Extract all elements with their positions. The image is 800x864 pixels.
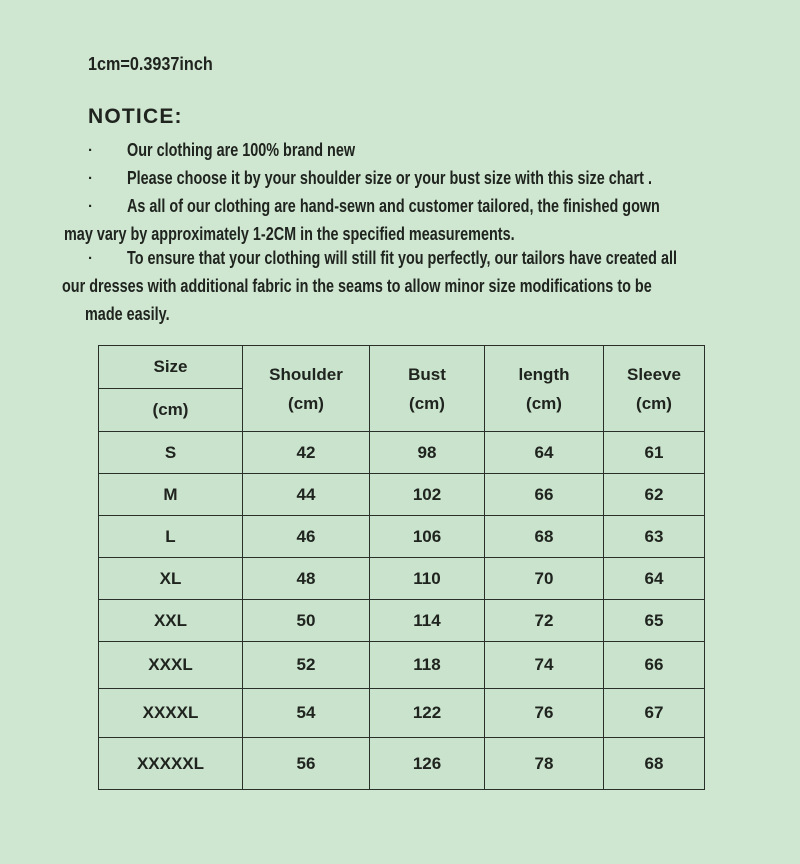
value-cell: 50 bbox=[243, 600, 370, 642]
table-row bbox=[99, 516, 705, 558]
value-cell: 67 bbox=[604, 689, 705, 738]
notice-item-continuation bbox=[64, 223, 627, 245]
value-cell: 48 bbox=[243, 558, 370, 600]
header-label: length bbox=[518, 364, 570, 384]
notice-title: NOTICE: bbox=[88, 105, 183, 128]
header-unit: (cm) bbox=[526, 393, 562, 413]
value-cell: 54 bbox=[243, 689, 370, 738]
size-cell: XXXXXL bbox=[99, 738, 243, 790]
table-row bbox=[99, 600, 705, 642]
table-row bbox=[99, 689, 705, 738]
header-bust bbox=[370, 346, 485, 432]
size-cell: S bbox=[99, 432, 243, 474]
notice-item-text: our dresses with additional fabric in the seams to allow minor size modifications to be bbox=[62, 276, 652, 296]
value-cell: 68 bbox=[604, 738, 705, 790]
size-table-body bbox=[99, 432, 705, 790]
value-cell: 110 bbox=[370, 558, 485, 600]
table-row bbox=[99, 642, 705, 689]
size-cell: M bbox=[99, 474, 243, 516]
value-cell: 65 bbox=[604, 600, 705, 642]
value-cell: 64 bbox=[485, 432, 604, 474]
bullet-dot-icon: · bbox=[88, 170, 93, 187]
table-row bbox=[99, 558, 705, 600]
value-cell: 70 bbox=[485, 558, 604, 600]
notice-item-text: As all of our clothing are hand-sewn and customer tailored, the finished gown bbox=[127, 196, 660, 216]
value-cell: 61 bbox=[604, 432, 705, 474]
table-row bbox=[99, 738, 705, 790]
header-unit: (cm) bbox=[636, 393, 672, 413]
value-cell: 72 bbox=[485, 600, 604, 642]
size-cell: XXL bbox=[99, 600, 243, 642]
value-cell: 66 bbox=[485, 474, 604, 516]
header-length bbox=[485, 346, 604, 432]
notice-item-text: To ensure that your clothing will still fit you perfectly, our tailors have created all bbox=[127, 248, 677, 268]
value-cell: 102 bbox=[370, 474, 485, 516]
notice-item-text: may vary by approximately 1-2CM in the specified measurements. bbox=[64, 224, 515, 244]
value-cell: 62 bbox=[604, 474, 705, 516]
notice-item-text: Please choose it by your shoulder size or your bust size with this size chart . bbox=[127, 168, 652, 188]
size-table-header bbox=[99, 346, 705, 432]
value-cell: 64 bbox=[604, 558, 705, 600]
conversion-note-text: 1cm=0.3937inch bbox=[88, 54, 213, 74]
bullet-dot-icon: · bbox=[88, 142, 93, 159]
bullet-dot-icon: · bbox=[88, 198, 93, 215]
header-unit: (cm) bbox=[409, 393, 445, 413]
value-cell: 66 bbox=[604, 642, 705, 689]
header-size-unit: (cm) bbox=[99, 389, 243, 432]
table-row bbox=[99, 474, 705, 516]
header-label: Bust bbox=[408, 364, 446, 384]
size-cell: XXXL bbox=[99, 642, 243, 689]
size-table bbox=[98, 345, 705, 790]
notice-item bbox=[88, 139, 412, 162]
value-cell: 106 bbox=[370, 516, 485, 558]
notice-item-continuation bbox=[62, 275, 799, 297]
value-cell: 74 bbox=[485, 642, 604, 689]
notice-item-text: made easily. bbox=[85, 304, 170, 324]
notice-item-continuation bbox=[85, 303, 191, 325]
size-cell: XL bbox=[99, 558, 243, 600]
header-size: Size bbox=[99, 346, 243, 389]
header-shoulder bbox=[243, 346, 370, 432]
value-cell: 122 bbox=[370, 689, 485, 738]
notice-item bbox=[88, 195, 793, 218]
table-row bbox=[99, 432, 705, 474]
notice-item bbox=[88, 167, 783, 190]
value-cell: 126 bbox=[370, 738, 485, 790]
header-unit: (cm) bbox=[288, 393, 324, 413]
value-cell: 56 bbox=[243, 738, 370, 790]
conversion-note bbox=[88, 53, 227, 75]
value-cell: 63 bbox=[604, 516, 705, 558]
value-cell: 118 bbox=[370, 642, 485, 689]
bullet-dot-icon: · bbox=[88, 250, 93, 267]
value-cell: 68 bbox=[485, 516, 604, 558]
size-cell: XXXXL bbox=[99, 689, 243, 738]
value-cell: 52 bbox=[243, 642, 370, 689]
header-sleeve bbox=[604, 346, 705, 432]
header-label: Sleeve bbox=[627, 364, 681, 384]
value-cell: 98 bbox=[370, 432, 485, 474]
value-cell: 44 bbox=[243, 474, 370, 516]
header-label: Shoulder bbox=[269, 364, 343, 384]
value-cell: 46 bbox=[243, 516, 370, 558]
notice-item-text: Our clothing are 100% brand new bbox=[127, 140, 356, 160]
value-cell: 76 bbox=[485, 689, 604, 738]
value-cell: 78 bbox=[485, 738, 604, 790]
notice-item bbox=[88, 247, 800, 270]
size-cell: L bbox=[99, 516, 243, 558]
value-cell: 42 bbox=[243, 432, 370, 474]
value-cell: 114 bbox=[370, 600, 485, 642]
